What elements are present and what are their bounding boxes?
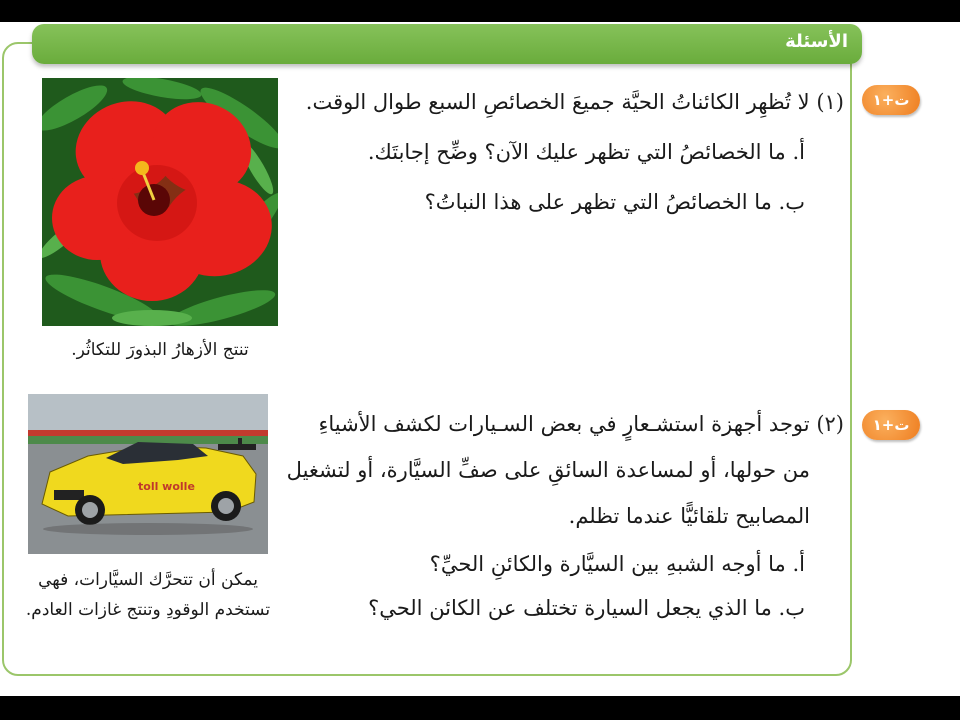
q2-text-1: توجد أجهزة استشـعارٍ في بعض السـيارات لكشف الأشياءِ [318,412,810,436]
hibiscus-flower-image [42,78,278,326]
q1-part-a: أ. ما الخصائصُ التي تظهر عليك الآن؟ وضِّح إجابتَك. [367,140,805,164]
q2-text-line1 [318,412,844,436]
flower-caption: تنتج الأزهارُ البذورَ للتكاثُر. [71,340,249,360]
q1-number: (١) [816,90,844,114]
q2-level-badge: ت+١ [862,410,920,440]
car-caption-line1: يمكن أن تتحرَّك السيَّارات، فهي [38,570,258,590]
race-car-image [28,394,268,554]
q1-text: لا تُظهِر الكائناتُ الحيَّة جميعَ الخصائصِ السبع طوال الوقت. [305,90,810,114]
questions-header [32,24,862,64]
q2-text-line3: المصابيح تلقائيًّا عندما تظلم. [568,504,810,528]
q1-text-line [306,90,844,114]
race-car-icon [28,394,268,554]
car-decal: toll wolle [138,480,195,493]
q1-level-badge: ت+١ [862,85,920,115]
q2-part-b: ب. ما الذي يجعل السيارة تختلف عن الكائن الحي؟ [368,596,805,620]
car-caption-line2: تستخدم الوقودِ وتنتج غازات العادم. [25,600,271,620]
q1-part-b: ب. ما الخصائصُ التي تظهر على هذا النباتُ؟ [424,190,805,214]
q2-part-a: أ. ما أوجه الشبهِ بين السيَّارة والكائنِ الحيِّ؟ [429,552,805,576]
q2-text-line2: من حولها، أو لمساعدة السائقِ على صفِّ السيَّارة، أو لتشغيل [286,458,810,482]
textbook-page [0,22,960,696]
header-title: الأسئلة [785,31,848,52]
q2-number: (٢) [816,412,844,436]
hibiscus-flower-icon [42,78,278,326]
